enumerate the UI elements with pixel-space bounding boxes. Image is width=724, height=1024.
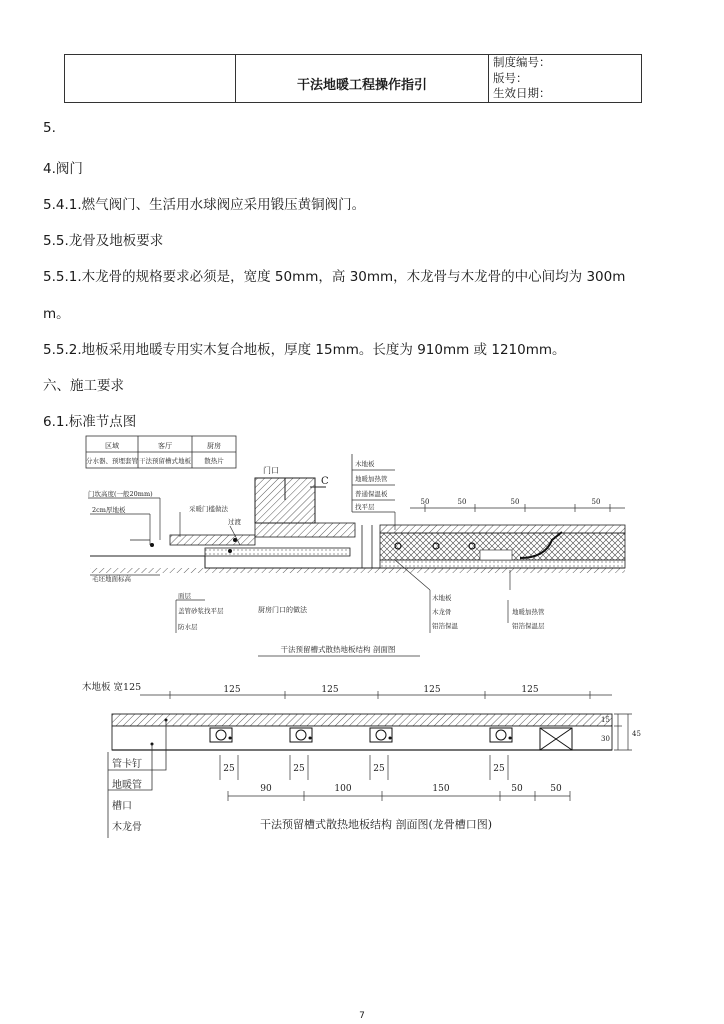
bottom-right-label-wood: 木地板	[432, 594, 452, 602]
layer-label-insulation: 普通保温板	[355, 490, 388, 498]
fig2-small-dim-2: 25	[293, 764, 305, 774]
middle-label-threshold: 采暖门槛做法	[189, 505, 228, 513]
left-label-rough-level: 毛坯地面标高	[92, 575, 131, 583]
page-number: 7	[359, 1011, 365, 1021]
document-title: 干法地暖工程操作指引	[236, 55, 489, 103]
paragraph-5-5: 5.5.龙骨及地板要求	[43, 233, 164, 249]
layer-label-heating-pipe: 地暖加热管	[355, 475, 388, 483]
fig2-side-dim-45: 45	[632, 730, 641, 738]
paragraph-5-4-1: 5.4.1.燃气阀门、生活用水球阀应采用锻压黄铜阀门。	[43, 197, 366, 213]
figure-2-side-dimension	[614, 714, 632, 750]
middle-label-transition: 过渡	[228, 518, 241, 526]
layer-label-leveling: 找平层	[355, 503, 375, 511]
paragraph-6-1: 6.1.标准节点图	[43, 414, 137, 430]
effective-date-label: 生效日期：	[493, 86, 551, 101]
paragraph-5-5-1: 5.5.1.木龙骨的规格要求必须是，宽度 50mm，高 30mm，木龙骨与木龙骨的中心间均为 300m	[43, 269, 626, 285]
legend-value-manifold: 分水器、预埋套管	[86, 457, 138, 465]
bottom-label-surface: 面层	[178, 592, 191, 600]
figure-2-caption: 干法预留槽式散热地板结构 剖面图(龙骨槽口图)	[259, 818, 493, 831]
door-frame	[255, 478, 326, 523]
fig1-dim-1: 50	[420, 498, 430, 506]
figure-2-top-dimension-line	[140, 691, 612, 699]
fig2-small-dim-1: 25	[223, 764, 235, 774]
fig2-side-dim-30: 30	[601, 735, 610, 743]
legend-header-living: 客厅	[158, 442, 172, 450]
figure-2-small-dimensions	[220, 755, 508, 780]
fig2-legend-clip-nail: 管卡钉	[112, 759, 142, 770]
bottom-right-label-pipe: 地暖加热管	[512, 608, 545, 616]
figure-2-section	[82, 681, 641, 838]
section-mark: C	[321, 476, 329, 487]
legend-value-radiator: 散热片	[204, 457, 224, 465]
door-label: 门口	[263, 466, 279, 475]
figure-1-section	[86, 436, 625, 656]
fig1-dim-3: 50	[510, 498, 520, 506]
fig2-bottom-dim-90: 90	[260, 784, 272, 794]
fig2-top-dim-3: 125	[423, 685, 441, 695]
bottom-label-waterproof: 防水层	[178, 623, 198, 631]
bottom-right-label-foil: 铝箔保温	[432, 622, 458, 630]
legend-header-area: 区域	[105, 442, 119, 450]
bottom-right-label-foil-layer: 铝箔保温层	[512, 622, 545, 630]
figure-2-floor-board	[112, 714, 612, 726]
doc-number-label: 制度编号：	[493, 55, 551, 70]
legend-header-kitchen: 厨房	[207, 442, 221, 450]
fig2-small-dim-3: 25	[373, 764, 385, 774]
fig2-legend-heating-pipe: 地暖管	[112, 780, 142, 791]
fig2-bottom-dim-150: 150	[432, 784, 450, 794]
left-label-floor-thickness: 2cm厚地板	[92, 506, 126, 514]
fig2-top-dim-2: 125	[321, 685, 339, 695]
bottom-label-mortar: 盖管砂浆找平层	[178, 607, 224, 615]
version-label: 版号：	[493, 70, 528, 85]
bottom-right-label-joist: 木龙骨	[432, 608, 452, 616]
figure-2-top-label: 木地板 宽125	[82, 682, 142, 693]
figure-2-joist-band	[112, 726, 612, 750]
fig2-top-dim-4: 125	[521, 685, 539, 695]
fig2-bottom-dim-100: 100	[334, 784, 352, 794]
fig2-side-dim-15: 15	[601, 716, 610, 724]
legend-value-floor: 干法预留槽式地板	[139, 457, 191, 465]
fig2-top-dim-1: 125	[223, 685, 241, 695]
paragraph-section-6: 六、施工要求	[43, 378, 124, 394]
fig2-bottom-dim-50b: 50	[550, 784, 562, 794]
fig2-legend-wood-joist: 木龙骨	[112, 822, 142, 833]
paragraph-section-5: 5.	[43, 120, 56, 136]
fig1-dim-2: 50	[457, 498, 467, 506]
fig2-small-dim-4: 25	[493, 764, 505, 774]
fig1-dim-4: 50	[591, 498, 601, 506]
floor-structure	[90, 523, 625, 573]
paragraph-valves: 4.阀门	[43, 161, 83, 177]
figure-1-caption: 干法预留槽式散热地板结构 剖面图	[280, 645, 396, 654]
fig2-bottom-dim-50a: 50	[511, 784, 523, 794]
fig2-legend-groove: 槽口	[112, 801, 132, 812]
paragraph-5-5-2: 5.5.2.地板采用地暖专用实木复合地板，厚度 15mm。长度为 910mm 或 1210mm。	[43, 342, 566, 358]
paragraph-5-5-1-cont: m。	[43, 306, 70, 322]
left-label-threshold: 门坎高度(一般20mm)	[88, 490, 153, 498]
bottom-label-kitchen-door: 厨房门口的做法	[258, 606, 307, 614]
layer-label-wood-floor: 木地板	[355, 460, 375, 468]
